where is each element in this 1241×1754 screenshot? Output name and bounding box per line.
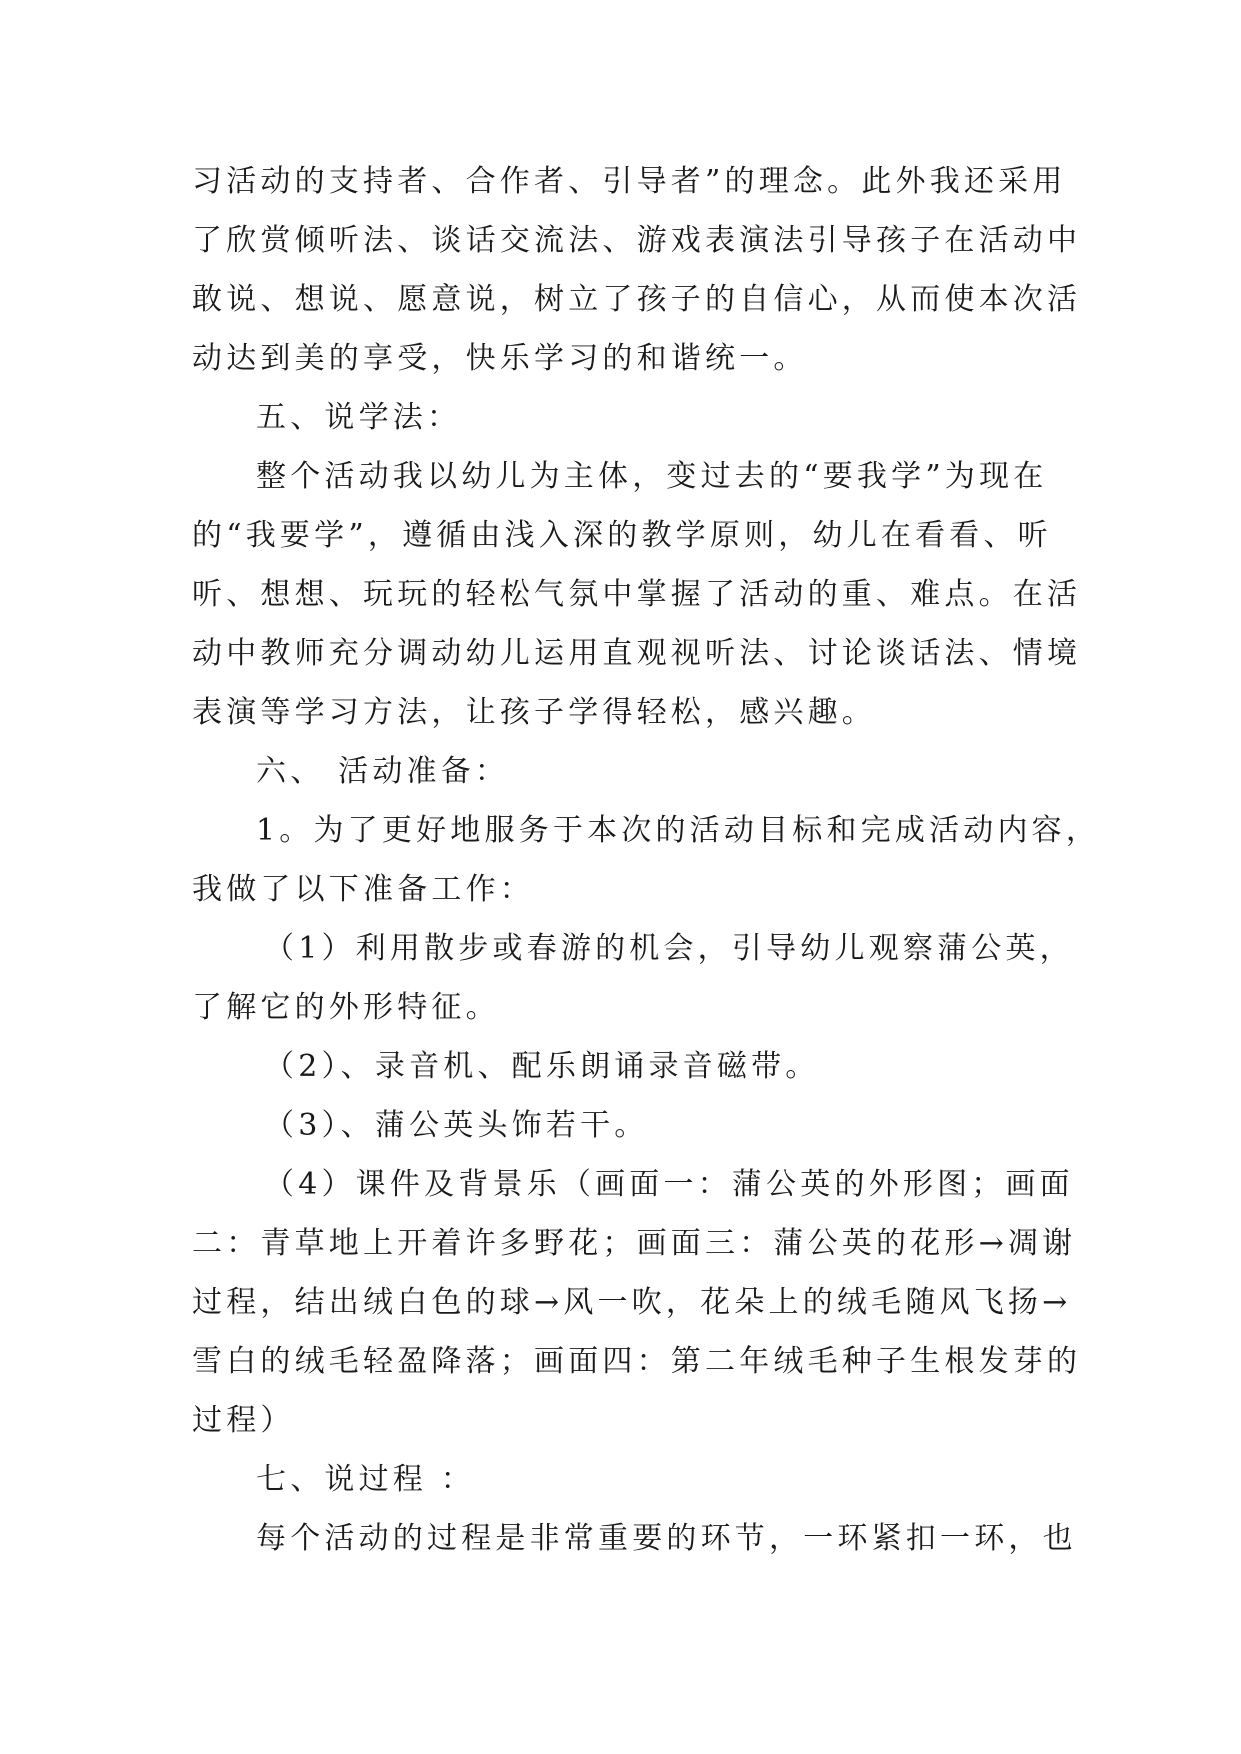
section-heading-process: 七、说过程 ： [256, 1462, 475, 1497]
section-heading-preparation: 六、 活动准备： [256, 754, 510, 789]
list-item-line: 雪白的绒毛轻盈降落；画面四：第二年绒毛种子生根发芽的 [192, 1344, 1082, 1379]
section-heading-study-method: 五、说学法： [256, 400, 462, 435]
list-item-line: 过程） [192, 1403, 295, 1438]
paragraph-line: 敢说、想说、愿意说，树立了孩子的自信心，从而使本次活 [192, 282, 1082, 317]
paragraph-line: 1。为了更好地服务于本次的活动目标和完成活动内容， [256, 813, 1101, 848]
paragraph-line: 动达到美的享受，快乐学习的和谐统一。 [192, 341, 808, 376]
paragraph-line: 我做了以下准备工作： [192, 872, 534, 907]
paragraph-line: 每个活动的过程是非常重要的环节，一环紧扣一环，也 [256, 1521, 1077, 1556]
paragraph-line: 听、想想、玩玩的轻松气氛中掌握了活动的重、难点。在活 [192, 577, 1082, 612]
list-item-line: 二：青草地上开着许多野花；画面三：蒲公英的花形→凋谢 [192, 1226, 1077, 1261]
list-item-line: （1）利用散步或春游的机会，引导幼儿观察蒲公英， [264, 931, 1074, 966]
list-item-line: （2）、录音机、配乐朗诵录音磁带。 [264, 1049, 820, 1084]
list-item-line: 了解它的外形特征。 [192, 990, 500, 1025]
paragraph-line: 了欣赏倾听法、谈话交流法、游戏表演法引导孩子在活动中 [192, 223, 1082, 258]
paragraph-line: 的“我要学”，遵循由浅入深的教学原则，幼儿在看看、听 [192, 518, 1052, 553]
list-item-line: （3）、蒲公英头饰若干。 [264, 1108, 649, 1143]
document-body [192, 152, 1101, 1568]
paragraph-line: 表演等学习方法，让孩子学得轻松，感兴趣。 [192, 695, 876, 730]
list-item-line: （4）课件及背景乐（画面一：蒲公英的外形图；画面 [264, 1167, 1074, 1202]
paragraph-line: 动中教师充分调动幼儿运用直观视听法、讨论谈话法、情境 [192, 636, 1082, 671]
paragraph-line: 习活动的支持者、合作者、引导者”的理念。此外我还采用 [192, 164, 1067, 199]
paragraph-line: 整个活动我以幼儿为主体，变过去的“要我学”为现在 [256, 459, 1048, 494]
list-item-line: 过程，结出绒白色的球→风一吹，花朵上的绒毛随风飞扬→ [192, 1285, 1072, 1320]
